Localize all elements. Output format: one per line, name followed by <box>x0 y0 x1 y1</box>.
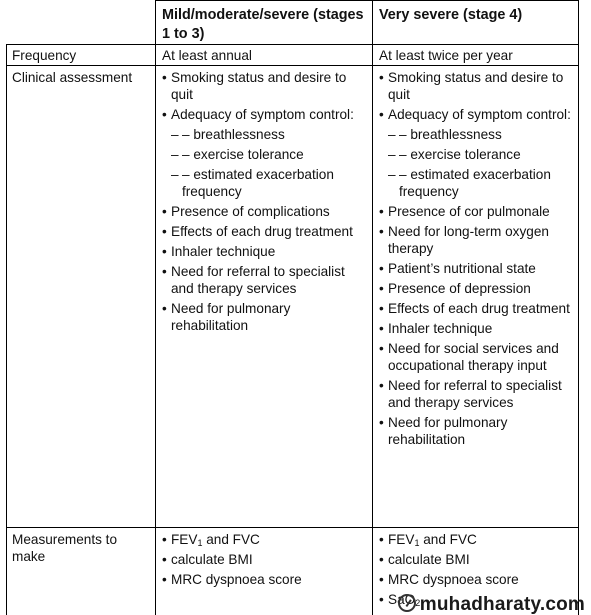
list-item: • Need for pulmonary rehabilitation <box>162 300 368 334</box>
list-subitem: – – estimated exacerbation frequency <box>379 166 575 200</box>
list-item: • Smoking status and desire to quit <box>162 69 368 103</box>
header-col3: Very severe (stage 4) <box>379 7 523 23</box>
list-item: • calculate BMI <box>379 551 575 568</box>
list-item: • Effects of each drug treatment <box>162 223 368 240</box>
header-rule <box>6 44 579 45</box>
measurements-col2 <box>162 531 368 591</box>
list-item: • Smoking status and desire to quit <box>379 69 575 103</box>
list-item: • Need for social services and occupational therapy input <box>379 340 575 374</box>
list-item: • Need for referral to specialist and therapy services <box>162 263 368 297</box>
list-subitem: – – exercise tolerance <box>162 146 368 163</box>
list-item: • Adequacy of symptom control: <box>379 106 575 123</box>
clinical-col3-list <box>379 69 575 448</box>
list-item: • Inhaler technique <box>379 320 575 337</box>
list-item: • MRC dyspnoea score <box>162 571 368 588</box>
fev-suffix: and FVC <box>419 532 477 547</box>
frequency-rule <box>6 65 579 66</box>
clinical-col2 <box>162 69 368 337</box>
frequency-col2: At least annual <box>162 48 252 63</box>
list-item: • Patient’s nutritional state <box>379 260 575 277</box>
list-subitem: – – breathlessness <box>162 126 368 143</box>
watermark-text: muhadharaty.com <box>419 594 585 615</box>
clinical-col2-list <box>162 69 368 334</box>
table-divider-col1 <box>155 0 156 615</box>
table-border-left <box>6 44 7 615</box>
list-item <box>379 531 575 548</box>
watermark <box>398 594 585 613</box>
fev-prefix: FEV <box>171 532 198 547</box>
frequency-col3: At least twice per year <box>379 48 513 63</box>
fev-subscript: 1 <box>414 538 420 548</box>
list-item: • Inhaler technique <box>162 243 368 260</box>
measurements-label: Measurements to make <box>12 532 118 564</box>
list-subitem: – – exercise tolerance <box>379 146 575 163</box>
list-item: • Need for referral to specialist and therapy services <box>379 377 575 411</box>
sao-subscript: 2 <box>415 598 421 608</box>
list-item: • Adequacy of symptom control: <box>162 106 368 123</box>
measurements-col2-list <box>162 531 368 588</box>
list-item: • Presence of cor pulmonale <box>379 203 575 220</box>
table-border-right <box>578 0 579 615</box>
fev-subscript: 1 <box>197 538 203 548</box>
fev-suffix: and FVC <box>202 532 260 547</box>
frequency-label: Frequency <box>12 48 77 63</box>
list-item: • Need for pulmonary rehabilitation <box>379 414 575 448</box>
list-item: • Presence of complications <box>162 203 368 220</box>
clinical-rule <box>6 527 579 528</box>
list-subitem: – – estimated exacerbation frequency <box>162 166 368 200</box>
list-item: • Presence of depression <box>379 280 575 297</box>
fev-prefix: FEV <box>388 532 415 547</box>
header-col2: Mild/moderate/severe (stages 1 to 3) <box>162 7 364 42</box>
table-divider-col2 <box>372 0 373 615</box>
list-subitem: – – breathlessness <box>379 126 575 143</box>
clinical-col3 <box>379 69 575 451</box>
table-border-top <box>155 0 579 1</box>
list-item: • MRC dyspnoea score <box>379 571 575 588</box>
sao-prefix: SaO <box>388 592 416 607</box>
list-item: • Need for long-term oxygen therapy <box>379 223 575 257</box>
watermark-logo-icon <box>398 594 416 612</box>
clinical-label: Clinical assessment <box>12 70 133 85</box>
list-item <box>162 531 368 548</box>
list-item: • calculate BMI <box>162 551 368 568</box>
list-item: • Effects of each drug treatment <box>379 300 575 317</box>
